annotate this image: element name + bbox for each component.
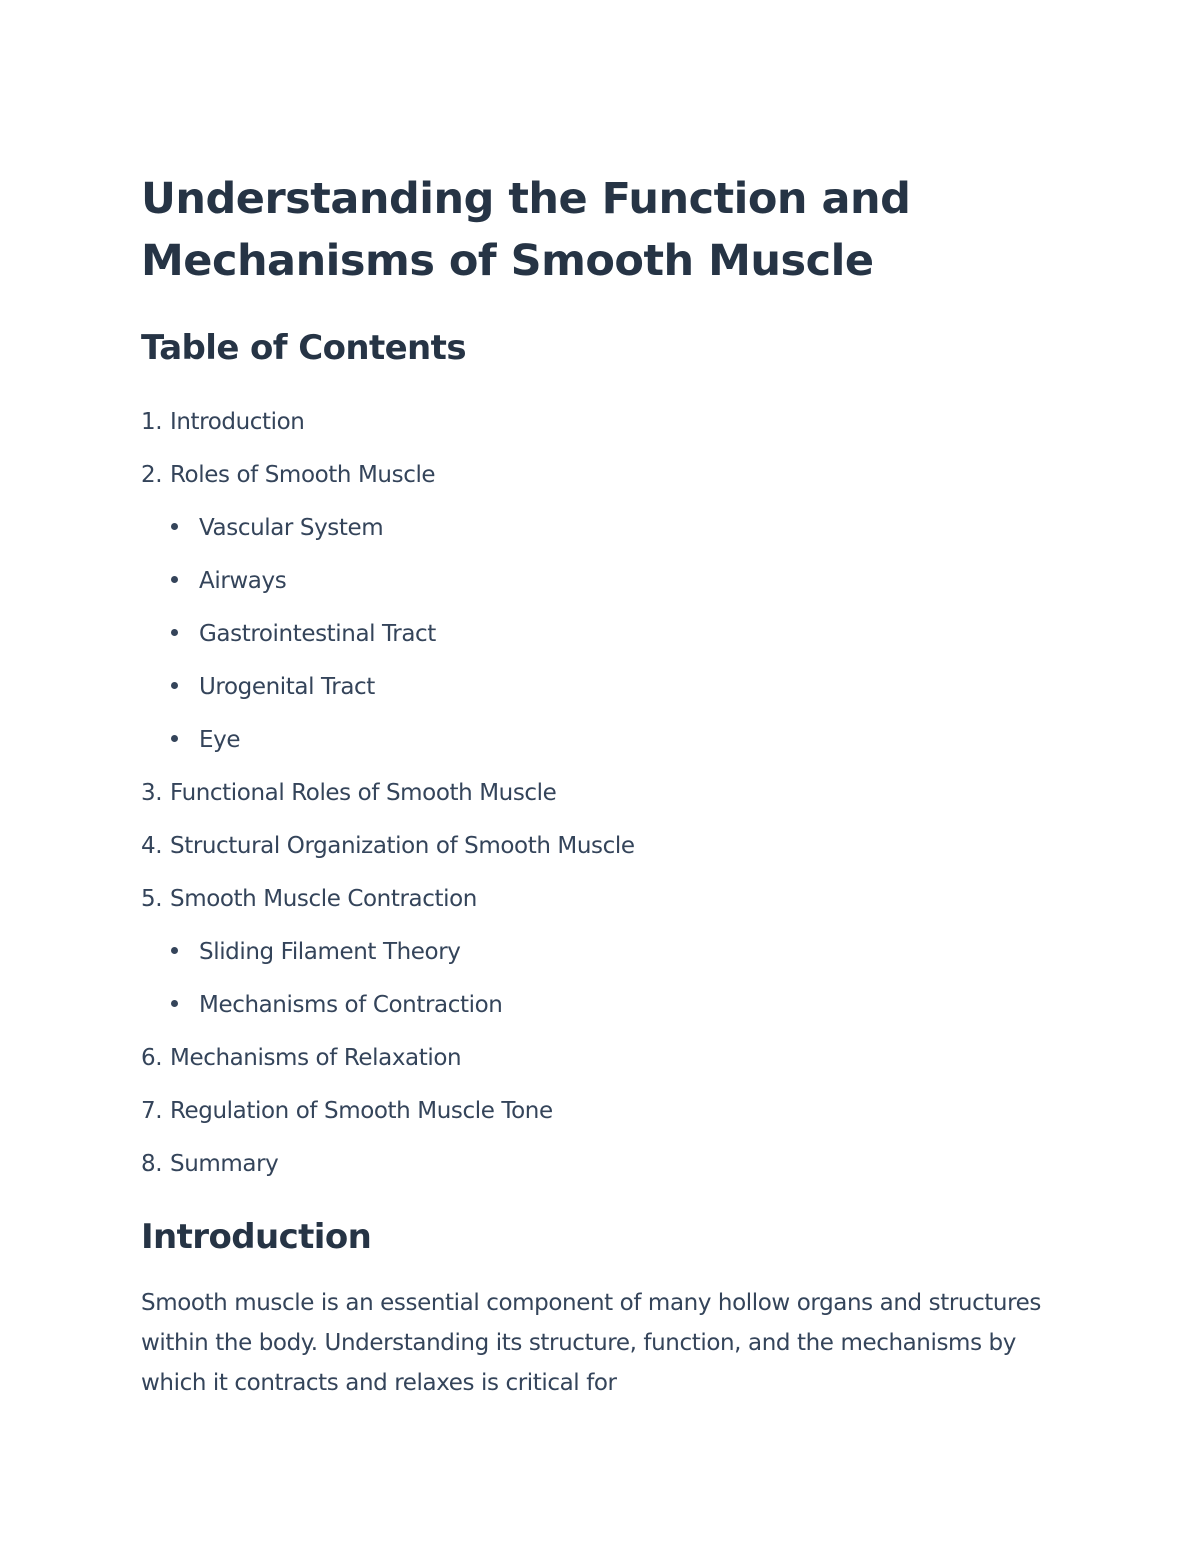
toc-subitem-label: Vascular System	[199, 515, 384, 541]
toc-sublist	[141, 502, 1061, 767]
toc-item-label: Smooth Muscle Contraction	[170, 886, 477, 912]
toc-item-label: Mechanisms of Relaxation	[170, 1045, 462, 1071]
toc-item	[141, 1085, 1061, 1138]
bullet-icon	[171, 735, 178, 742]
bullet-icon	[171, 682, 178, 689]
toc-item	[141, 1138, 1061, 1191]
toc-subitem	[141, 714, 1061, 767]
toc-item	[141, 820, 1061, 873]
toc-item-label: Summary	[170, 1151, 279, 1177]
bullet-icon	[171, 1000, 178, 1007]
document-page	[141, 168, 1061, 1403]
toc-subitem-label: Eye	[199, 727, 241, 753]
toc-subitem-label: Sliding Filament Theory	[199, 939, 461, 965]
table-of-contents	[141, 396, 1061, 1191]
toc-item-number: 6.	[141, 1045, 163, 1071]
toc-item	[141, 1032, 1061, 1085]
toc-subitem	[141, 555, 1061, 608]
introduction-paragraph: Smooth muscle is an essential component of many hollow organs and structures within the body. Understanding its structure, function, and the mechanisms by which it contracts and relaxes is critical for	[141, 1290, 1041, 1396]
toc-subitem	[141, 661, 1061, 714]
document-title: Understanding the Function and Mechanisms of Smooth Muscle	[141, 174, 911, 286]
toc-item	[141, 873, 1061, 926]
bullet-icon	[171, 523, 178, 530]
toc-item-number: 2.	[141, 462, 163, 488]
bullet-icon	[171, 947, 178, 954]
toc-subitem-label: Gastrointestinal Tract	[199, 621, 436, 647]
toc-heading: Table of Contents	[141, 328, 466, 368]
toc-item-number: 8.	[141, 1151, 163, 1177]
toc-item	[141, 767, 1061, 820]
toc-item-number: 3.	[141, 780, 163, 806]
toc-subitems-container	[141, 502, 1061, 767]
toc-subitem-label: Urogenital Tract	[199, 674, 375, 700]
toc-subitems-container	[141, 926, 1061, 1032]
toc-item-label: Roles of Smooth Muscle	[170, 462, 436, 488]
toc-subitem	[141, 502, 1061, 555]
toc-item	[141, 396, 1061, 449]
introduction-heading: Introduction	[141, 1217, 372, 1257]
toc-subitem-label: Airways	[199, 568, 287, 594]
bullet-icon	[171, 629, 178, 636]
toc-subitem	[141, 979, 1061, 1032]
toc-item-label: Introduction	[170, 409, 305, 435]
bullet-icon	[171, 576, 178, 583]
toc-subitem	[141, 926, 1061, 979]
toc-item-number: 5.	[141, 886, 163, 912]
toc-item-label: Structural Organization of Smooth Muscle	[170, 833, 635, 859]
toc-item-number: 7.	[141, 1098, 163, 1124]
toc-item-label: Functional Roles of Smooth Muscle	[170, 780, 557, 806]
toc-item-number: 4.	[141, 833, 163, 859]
toc-sublist	[141, 926, 1061, 1032]
toc-item-number: 1.	[141, 409, 163, 435]
toc-item	[141, 449, 1061, 502]
toc-subitem	[141, 608, 1061, 661]
toc-subitem-label: Mechanisms of Contraction	[199, 992, 503, 1018]
toc-item-label: Regulation of Smooth Muscle Tone	[170, 1098, 553, 1124]
